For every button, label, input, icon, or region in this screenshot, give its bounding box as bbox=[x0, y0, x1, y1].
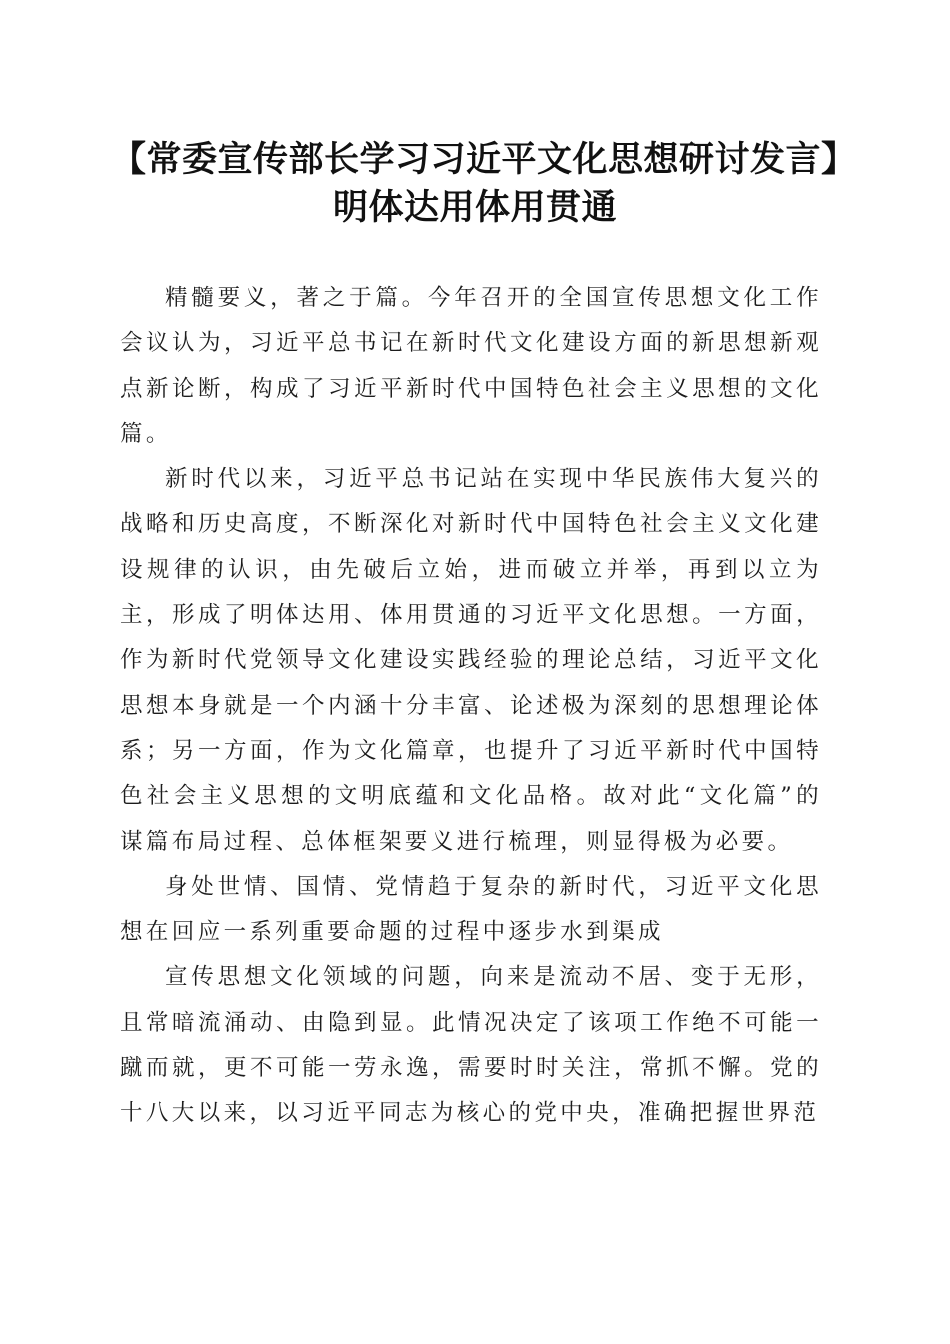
paragraph: 精髓要义，著之于篇。今年召开的全国宣传思想文化工作会议认为，习近平总书记在新时代文化建设方面的新思想新观点新论断，构成了习近平新时代中国特色社会主义思想的文化篇。 bbox=[120, 285, 822, 447]
paragraph: 新时代以来，习近平总书记站在实现中华民族伟大复兴的战略和历史高度，不断深化对新时代中国特色社会主义文化建设规律的认识，由先破后立始，进而破立并举，再到以立为主，形成了明体达用、体用贯通的习近平文化思想。一方面，作为新时代党领导文化建设实践经验的理论总结，习近平文化思想本身就是一个内涵十分丰富、论述极为深刻的思想理论体系；另一方面，作为文化篇章，也提升了习近平新时代中国特色社会主义思想的文明底蕴和文化品格。故对此“文化篇”的谋篇布局过程、总体框架要义进行梳理，则显得极为必要。 bbox=[120, 466, 822, 855]
paragraph: 宣传思想文化领域的问题，向来是流动不居、变于无形，且常暗流涌动、由隐到显。此情况决定了该项工作绝不可能一蹴而就，更不可能一劳永逸，需要时时关注，常抓不懈。党的十八大以来，以习近平同志为核心的党中央，准确把握世界范 bbox=[120, 964, 822, 1127]
document-title: 【常委宣传部长学习习近平文化思想研讨发言】明体达用体用贯通 bbox=[110, 140, 839, 228]
paragraph: 身处世情、国情、党情趋于复杂的新时代，习近平文化思想在回应一系列重要命题的过程中逐步水到渠成 bbox=[120, 873, 822, 946]
document-body bbox=[120, 276, 822, 1137]
